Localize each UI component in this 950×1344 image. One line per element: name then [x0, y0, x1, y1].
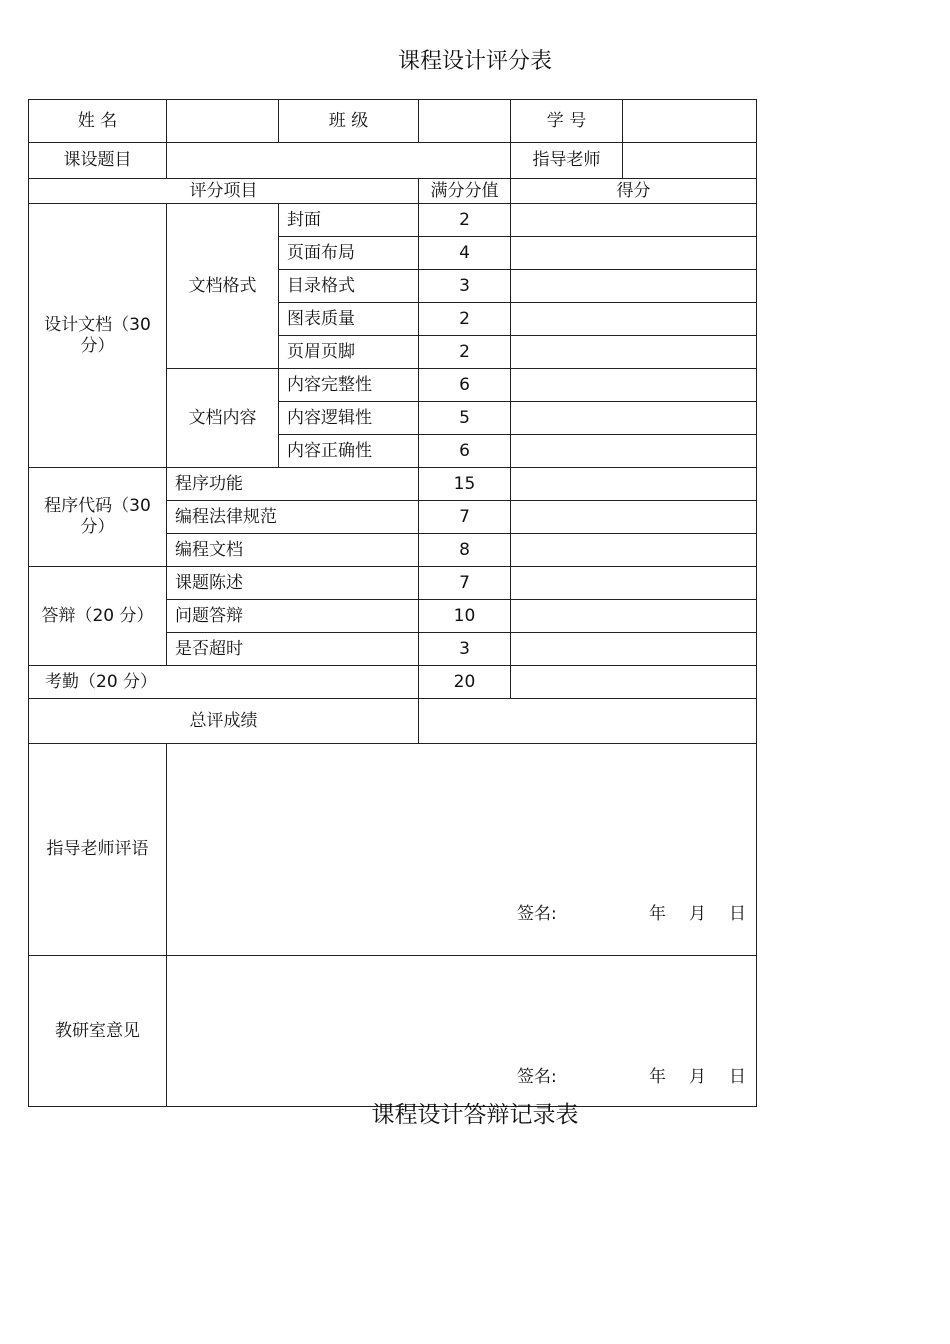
score-input-cell[interactable]	[511, 633, 757, 666]
class-label: 班 级	[279, 100, 419, 143]
item-name: 内容正确性	[279, 435, 419, 468]
score-input-cell[interactable]	[511, 204, 757, 237]
item-name: 页面布局	[279, 237, 419, 270]
defense-record-title: 课程设计答辩记录表	[371, 1102, 579, 1128]
office-signature-line	[517, 1067, 757, 1088]
item-full-score: 20	[419, 666, 511, 699]
item-full-score: 2	[419, 336, 511, 369]
day-label: 日	[729, 904, 746, 924]
year-label: 年	[649, 904, 666, 924]
advisor-signature-line	[517, 904, 757, 925]
advisor-label: 指导老师	[511, 143, 623, 179]
doc-section-label: 设计文档（30 分）	[29, 204, 167, 468]
defense-section-label: 答辩（20 分）	[29, 567, 167, 666]
score-input-cell[interactable]	[511, 468, 757, 501]
class-field[interactable]	[419, 100, 511, 143]
score-input-cell[interactable]	[511, 534, 757, 567]
office-opinion-label: 教研室意见	[29, 956, 167, 1107]
total-score-field[interactable]	[419, 699, 757, 744]
item-full-score: 3	[419, 633, 511, 666]
doc-format-group-label: 文档格式	[167, 204, 279, 369]
code-section-label: 程序代码（30 分）	[29, 468, 167, 567]
office-opinion-field[interactable]	[167, 956, 757, 1107]
name-label: 姓 名	[29, 100, 167, 143]
doc-content-group-label: 文档内容	[167, 369, 279, 468]
page-title: 课程设计评分表	[397, 49, 552, 74]
item-name: 页眉页脚	[279, 336, 419, 369]
item-full-score: 2	[419, 204, 511, 237]
topic-row	[29, 143, 757, 179]
score-input-cell[interactable]	[511, 666, 757, 699]
item-full-score: 4	[419, 237, 511, 270]
item-name: 是否超时	[167, 633, 419, 666]
item-name: 封面	[279, 204, 419, 237]
score-input-cell[interactable]	[511, 336, 757, 369]
table-row	[29, 666, 757, 699]
item-full-score: 2	[419, 303, 511, 336]
column-header-row	[29, 179, 757, 204]
score-input-cell[interactable]	[511, 402, 757, 435]
total-row	[29, 699, 757, 744]
item-full-score: 15	[419, 468, 511, 501]
signature-label: 签名:	[517, 1067, 557, 1087]
item-name: 目录格式	[279, 270, 419, 303]
item-name: 程序功能	[167, 468, 419, 501]
grading-table	[28, 99, 757, 1107]
item-full-score: 8	[419, 534, 511, 567]
advisor-comment-row	[29, 744, 757, 956]
advisor-field[interactable]	[623, 143, 757, 179]
total-label: 总评成绩	[29, 699, 419, 744]
item-full-score: 3	[419, 270, 511, 303]
score-column-header: 得分	[511, 179, 757, 204]
item-name: 编程文档	[167, 534, 419, 567]
item-full-score: 6	[419, 369, 511, 402]
item-full-score: 7	[419, 567, 511, 600]
score-input-cell[interactable]	[511, 270, 757, 303]
advisor-comment-label: 指导老师评语	[29, 744, 167, 956]
info-row	[29, 100, 757, 143]
day-label: 日	[729, 1067, 746, 1087]
item-name: 内容逻辑性	[279, 402, 419, 435]
score-input-cell[interactable]	[511, 600, 757, 633]
item-full-score: 10	[419, 600, 511, 633]
table-row	[29, 567, 757, 600]
item-name: 课题陈述	[167, 567, 419, 600]
attendance-label: 考勤（20 分）	[29, 666, 419, 699]
score-input-cell[interactable]	[511, 303, 757, 336]
student-id-field[interactable]	[623, 100, 757, 143]
item-full-score: 5	[419, 402, 511, 435]
score-input-cell[interactable]	[511, 567, 757, 600]
month-label: 月	[689, 904, 706, 924]
table-row	[29, 468, 757, 501]
item-name: 内容完整性	[279, 369, 419, 402]
item-full-score: 6	[419, 435, 511, 468]
item-name: 编程法律规范	[167, 501, 419, 534]
name-field[interactable]	[167, 100, 279, 143]
item-column-header: 评分项目	[29, 179, 419, 204]
item-name: 问题答辩	[167, 600, 419, 633]
item-name: 图表质量	[279, 303, 419, 336]
full-score-column-header: 满分分值	[419, 179, 511, 204]
topic-field[interactable]	[167, 143, 511, 179]
student-id-label: 学 号	[511, 100, 623, 143]
score-input-cell[interactable]	[511, 501, 757, 534]
score-input-cell[interactable]	[511, 435, 757, 468]
office-opinion-row	[29, 956, 757, 1107]
advisor-comment-field[interactable]	[167, 744, 757, 956]
table-row	[29, 204, 757, 237]
item-full-score: 7	[419, 501, 511, 534]
score-input-cell[interactable]	[511, 369, 757, 402]
score-input-cell[interactable]	[511, 237, 757, 270]
month-label: 月	[689, 1067, 706, 1087]
topic-label: 课设题目	[29, 143, 167, 179]
year-label: 年	[649, 1067, 666, 1087]
signature-label: 签名:	[517, 904, 557, 924]
